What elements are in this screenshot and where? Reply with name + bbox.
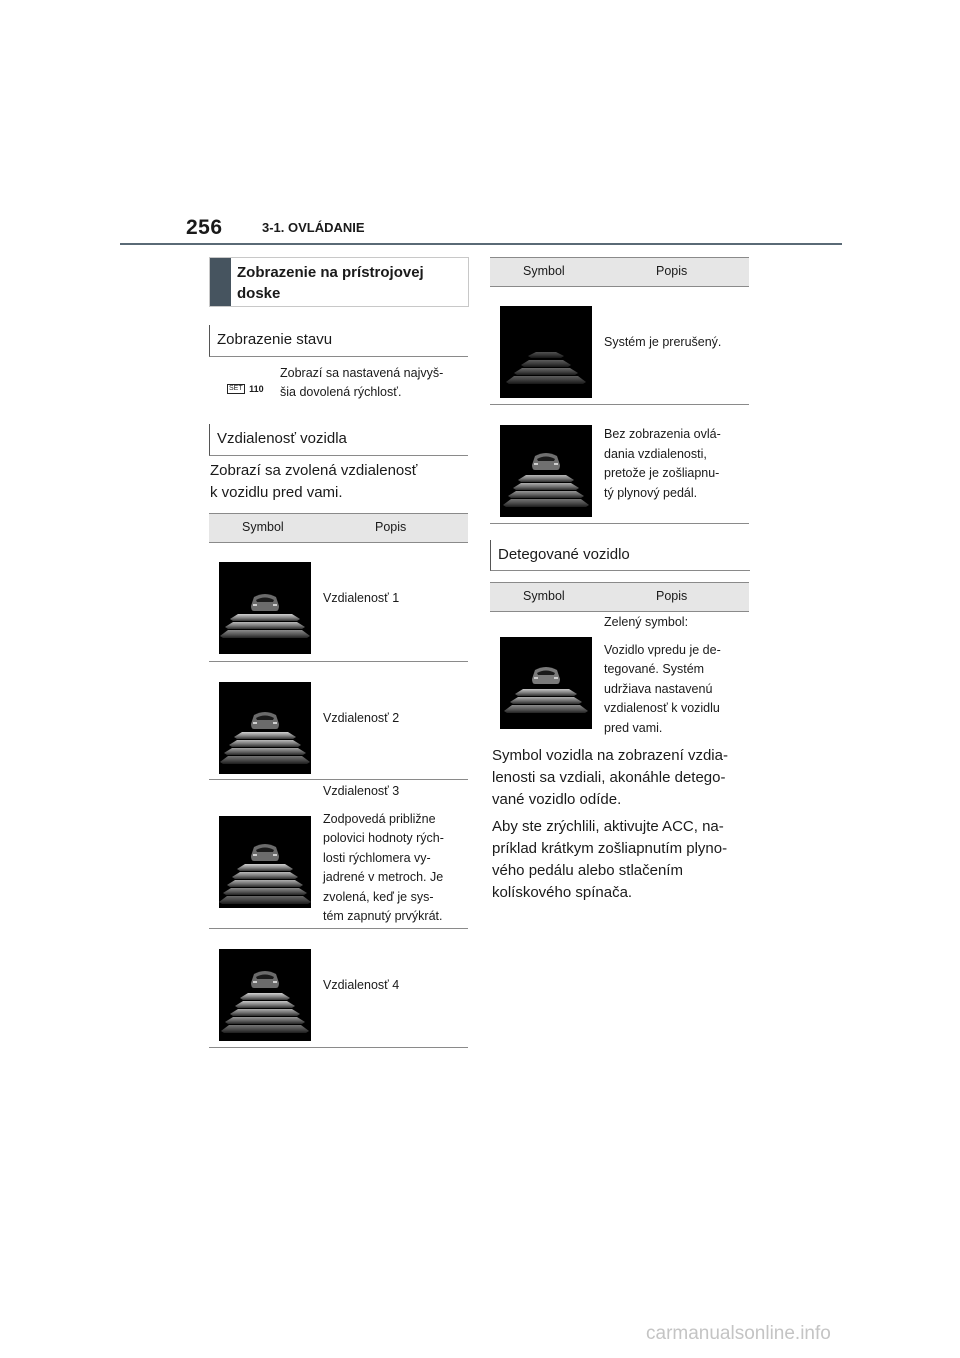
row-description: [323, 589, 463, 609]
para-line: Aby ste zrýchlili, aktivujte ACC, na-: [492, 818, 724, 835]
distance-bar: [229, 740, 301, 747]
para-line: príklad krátkym zošliapnutím plyno-: [492, 840, 728, 857]
car-distance-2-icon: [219, 682, 311, 774]
intro-line: Zobrazí sa zvolená vzdialenosť: [210, 462, 418, 479]
status-heading: Zobrazenie stavu: [217, 331, 333, 348]
detail-line: zvolená, keď je sys-: [323, 889, 434, 904]
para-line: vané vozidlo odíde.: [492, 791, 622, 808]
detail-line: jadrené v metroch. Je: [323, 870, 444, 884]
heading-accent-bar: [210, 258, 231, 306]
distance-bar: [230, 614, 300, 621]
distance-bar: [240, 993, 290, 1000]
distance-bar: [518, 475, 574, 482]
car-silhouette: [532, 667, 560, 684]
car-silhouette: [251, 594, 279, 611]
distance-bar: [234, 732, 296, 739]
detail-line: tý plynový pedál.: [604, 485, 698, 500]
para-line: lenosti sa vzdiali, akonáhle detego-: [492, 769, 726, 786]
symbol-graphic: [500, 637, 592, 729]
distance-bar: [223, 888, 307, 895]
car-distance-1-icon: [219, 562, 311, 654]
detected-heading: Detegované vozidlo: [498, 546, 630, 563]
distance-bar: [515, 689, 577, 696]
detail-line: Bez zobrazenia ovlá-: [604, 427, 721, 441]
distance-intro: [210, 460, 470, 504]
distance-bar: [225, 1017, 305, 1024]
detail-line: dania vzdialenosti,: [604, 446, 707, 461]
row-detail: [604, 641, 749, 739]
distance-bar: [504, 705, 588, 713]
car-silhouette: [251, 971, 279, 988]
row-label: Vzdialenosť 2: [323, 711, 400, 725]
distance-bars-no-car-icon: [500, 306, 592, 398]
symbol-graphic: [500, 306, 592, 398]
set-speed-icon: [227, 380, 267, 392]
set-description: [280, 364, 470, 402]
set-description-line: šia dovolená rýchlosť.: [280, 385, 402, 399]
distance-bar: [514, 368, 578, 375]
para-line: kolískového spínača.: [492, 884, 633, 901]
row-label: Vzdialenosť 3: [323, 784, 400, 798]
column-description: Popis: [656, 589, 688, 603]
distance-heading-box: [209, 424, 468, 456]
distance-bar: [237, 864, 293, 871]
symbol-graphic: [219, 949, 311, 1041]
column-description: Popis: [375, 520, 407, 534]
row-description: [604, 333, 749, 353]
distance-bar: [513, 483, 579, 490]
detected-heading-box: [490, 540, 750, 571]
row-divider: [209, 928, 468, 929]
watermark: carmanualsonline.info: [646, 1323, 831, 1344]
distance-bar: [225, 622, 305, 629]
right-table1-header: [490, 257, 749, 287]
detail-line: pred vami.: [604, 720, 663, 735]
distance-bar: [230, 1009, 300, 1016]
row-description: [323, 709, 463, 729]
row-description: [604, 613, 749, 738]
car-silhouette: [532, 453, 560, 470]
detail-line: polovici hodnoty rých-: [323, 831, 444, 845]
page-number: 256: [186, 216, 223, 239]
row-description: [323, 976, 463, 996]
detail-line: tegované. Systém: [604, 662, 705, 676]
status-heading-box: [209, 325, 468, 357]
row-label: Vzdialenosť 1: [323, 591, 400, 605]
car-distance-3-icon: [219, 816, 311, 908]
paragraph-accelerate: [492, 816, 754, 904]
distance-bar: [521, 360, 571, 367]
left-table-header: [209, 513, 468, 543]
symbol-graphic: [219, 816, 311, 908]
main-heading: Zobrazenie na prístrojovej doske: [237, 264, 424, 302]
symbol-graphic: [219, 682, 311, 774]
detail-line: tém zapnutý prvýkrát.: [323, 909, 443, 923]
distance-heading: Vzdialenosť vozidla: [217, 430, 347, 447]
car-distance-dim-icon: [500, 425, 592, 517]
symbol-graphic: [500, 425, 592, 517]
row-label: Systém je prerušený.: [604, 335, 722, 349]
row-description: [604, 425, 749, 503]
distance-bar: [232, 872, 298, 879]
header-rule: [120, 243, 842, 245]
row-label: Zelený symbol:: [604, 615, 689, 629]
car-silhouette: [251, 844, 279, 861]
distance-bar: [503, 499, 589, 507]
column-symbol: Symbol: [242, 520, 284, 534]
detail-line: pretože je zošliapnu-: [604, 466, 720, 480]
detail-line: vzdialenosť k vozidlu: [604, 701, 720, 715]
distance-bar: [220, 756, 310, 764]
set-description-line: Zobrazí sa nastavená najvyš-: [280, 366, 444, 380]
detail-line: Vozidlo vpredu je de-: [604, 642, 721, 657]
row-label: Vzdialenosť 4: [323, 978, 400, 992]
row-divider: [209, 661, 468, 662]
row-divider: [209, 779, 468, 780]
right-table2-header: [490, 582, 749, 612]
distance-bar: [224, 748, 306, 755]
column-symbol: Symbol: [523, 589, 565, 603]
car-distance-4-icon: [219, 949, 311, 1041]
main-heading-box: [209, 257, 469, 307]
symbol-graphic: [219, 562, 311, 654]
row-description: [323, 782, 468, 927]
distance-bar: [528, 352, 564, 358]
car-silhouette: [251, 712, 279, 729]
section-title: 3-1. OVLÁDANIE: [262, 220, 365, 235]
para-line: Symbol vozidla na zobrazení vzdia-: [492, 747, 728, 764]
detail-line: udržiava nastavenú: [604, 681, 713, 696]
car-detected-green-icon: [500, 637, 592, 729]
column-description: Popis: [656, 264, 688, 278]
distance-bar: [508, 491, 584, 498]
para-line: vého pedálu alebo stlačením: [492, 862, 683, 879]
distance-bar: [221, 1025, 309, 1033]
row-divider: [490, 523, 749, 524]
detail-line: Zodpovedá približne: [323, 811, 436, 826]
detail-line: losti rýchlomera vy-: [323, 850, 431, 865]
distance-bar: [506, 376, 586, 384]
intro-line: k vozidlu pred vami.: [210, 484, 343, 501]
row-divider: [209, 1047, 468, 1048]
distance-bar: [220, 630, 310, 638]
row-detail: [323, 810, 468, 927]
paragraph-vehicle-symbol: [492, 745, 754, 811]
distance-bar: [219, 896, 311, 904]
distance-bar: [510, 697, 582, 704]
row-divider: [490, 404, 749, 405]
set-speed-value: 110: [249, 383, 264, 394]
column-symbol: Symbol: [523, 264, 565, 278]
distance-bar: [227, 880, 303, 887]
distance-bar: [235, 1001, 295, 1008]
set-label: SET: [229, 384, 243, 392]
